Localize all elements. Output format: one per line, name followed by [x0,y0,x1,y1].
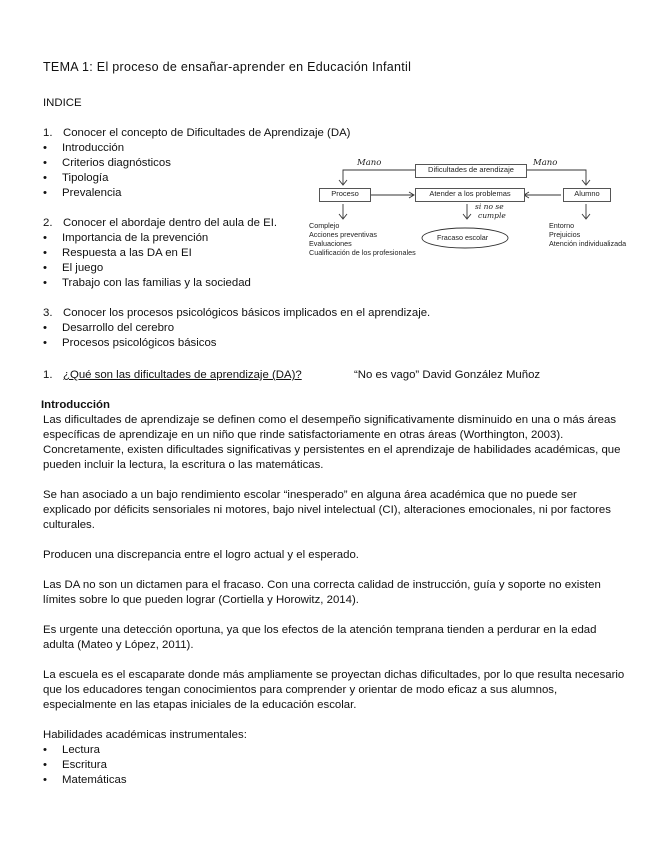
document-title: TEMA 1: El proceso de ensañar-aprender en Educación Infantil [43,60,412,74]
section-title: Conocer los procesos psicológicos básicos implicados en el aprendizaje. [63,307,431,319]
arrow-to-alumno [525,170,586,184]
section-number: 2. [43,217,53,229]
question-heading: 1. ¿Qué son las dificultades de aprendizaje (DA)? [43,369,302,381]
question-line [43,368,302,383]
handwritten-note-left: Mano [357,158,382,168]
da-concept-diagram [303,146,645,266]
right-list-item: Entorno [549,221,575,230]
handwritten-note-center-1: si no se [475,202,504,211]
list-item: • Matemáticas [43,774,127,786]
list-item: • Criterios diagnósticos [43,157,171,169]
paragraph: Se han asociado a un bajo rendimiento escolar “inesperado” en alguna área académica que no puede ser explicado por déficits sensoriales ni motores, bajo nivel intelectual (CI), alteraciones emocionales, ni por factores culturales. [43,489,611,531]
list-item: • Respuesta a las DA en EI [43,247,192,259]
list-item: • Tipología [43,172,109,184]
list-item: • Procesos psicológicos básicos [43,337,217,349]
paragraph: Las DA no son un dictamen para el fracaso. Con una correcta calidad de instrucción, guía y soporte no existen límites sobre lo que pueden lograr (Cortiella y Horowitz, 2014). [43,579,601,606]
section-title: Conocer el abordaje dentro del aula de EI. [63,217,278,229]
right-list-item: Prejuicios [549,230,581,239]
section-2-heading [43,216,277,231]
section-1-heading [43,126,350,141]
paragraph: Es urgente una detección oportuna, ya que los efectos de la atención temprana tienden a perdurar en la edad adulta (Mateo y López, 2011). [43,624,597,651]
section-number: 3. [43,307,53,319]
handwritten-note-center-2: cumple [478,211,506,220]
paragraph: Las dificultades de aprendizaje se definen como el desempeño significativamente disminuido en una o más áreas específicas de aprendizaje en un niño que rinde satisfactoriamente en otras áreas (Worthington, 2003). Concretamente, existen dificultades significativas y persistentes en el aprendizaje de habilidades académicas, que pueden incluir la lectura, la escritura o las matemáticas. [43,414,621,471]
list-item: • Importancia de la prevención [43,232,209,244]
left-list-item: Complejo [309,221,340,230]
intro-heading: Introducción [41,399,110,411]
center-box: Atender a los problemas [415,188,525,202]
list-item: • El juego [43,262,104,274]
handwritten-note-right: Mano [533,158,558,168]
skills-label: Habilidades académicas instrumentales: [43,729,247,741]
oval-label: Fracaso escolar [437,233,489,242]
section-title: Conocer el concepto de Dificultades de Aprendizaje (DA) [63,127,351,139]
list-item: • Desarrollo del cerebro [43,322,175,334]
list-item: • Escritura [43,759,107,771]
right-list-item: Atención individualizada [549,239,627,248]
arrow-to-proceso [343,170,415,184]
list-item: • Trabajo con las familias y la sociedad [43,277,251,289]
right-box: Alumno [563,188,611,202]
section-3-heading [43,306,430,321]
left-list-item: Acciones preventivas [309,230,377,239]
section-number: 1. [43,127,53,139]
list-item: • Introducción [43,142,125,154]
list-item: • Lectura [43,744,100,756]
index-heading: INDICE [43,97,82,109]
quote: “No es vago” David González Muñoz [354,369,541,381]
top-box: Dificultades de arendizaje [415,164,527,178]
left-list-item: Cualificación de los profesionales [309,248,416,257]
left-box: Proceso [319,188,371,202]
paragraph: Producen una discrepancia entre el logro actual y el esperado. [43,549,359,561]
paragraph: La escuela es el escaparate donde más ampliamente se proyectan dichas dificultades, por lo que resulta necesario que los educadores tengan conocimientos para comprender y orientar de modo eficaz a sus alumnos, especialmente en las etapas iniciales de la educación escolar. [43,669,625,711]
list-item: • Prevalencia [43,187,122,199]
left-list-item: Evaluaciones [309,239,352,248]
